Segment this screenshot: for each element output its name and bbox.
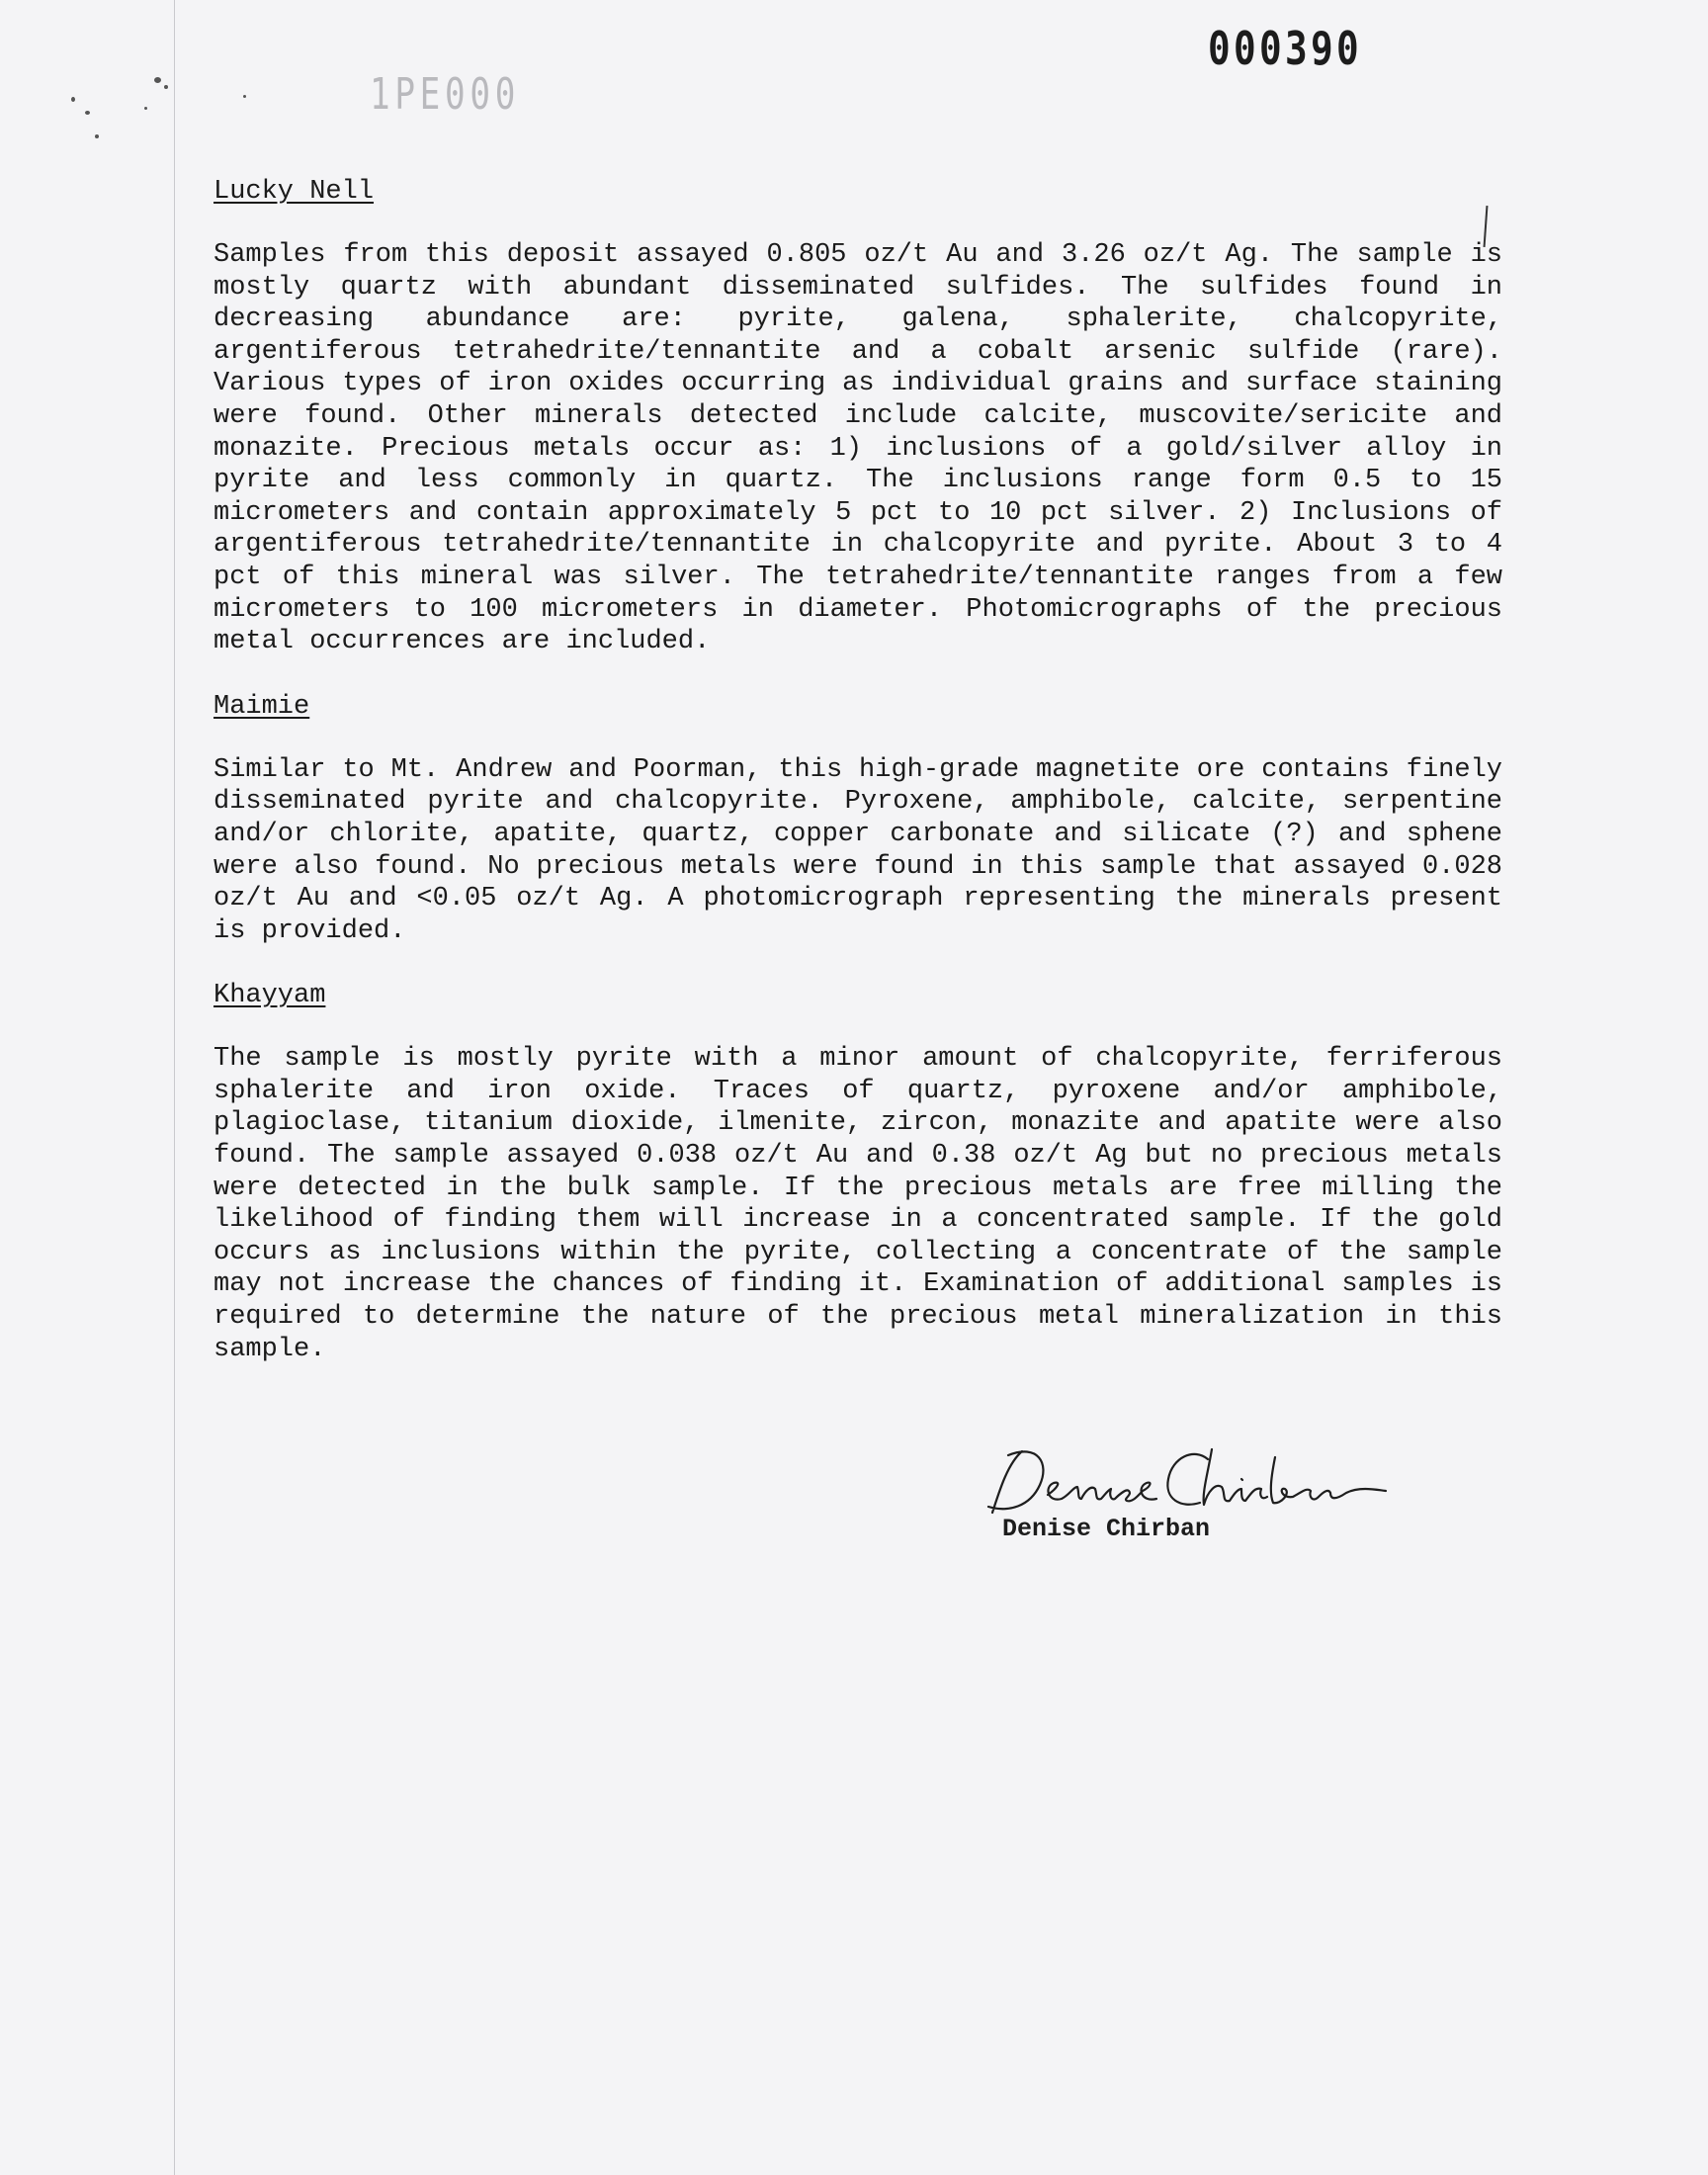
- scan-speck: [144, 107, 147, 110]
- document-body: [214, 176, 1502, 1398]
- section-heading-lucky-nell: Lucky Nell: [214, 177, 375, 207]
- scan-speck: [95, 134, 99, 138]
- handwritten-signature: [979, 1434, 1453, 1522]
- scan-speck: [164, 85, 168, 89]
- section-body-maimie: Similar to Mt. Andrew and Poorman, this high-grade magnetite ore contains finely disseminated pyrite and chalcopyrite. Pyroxene, amphibole, calcite, serpentine and/or chlorite, apatite, quartz, copper carbonate and silicate (?) and sphene were also found. No precious metals were found in this sample that assayed 0.028 oz/t Au and <0.05 oz/t Ag. A photomicrograph representing the minerals present is provided.: [214, 754, 1502, 946]
- faint-bleedthrough-number: 1PE000: [370, 69, 521, 120]
- section-body-lucky-nell: Samples from this deposit assayed 0.805 oz/t Au and 3.26 oz/t Ag. The sample is mostly quartz with abundant disseminated sulfides. The sulfides found in decreasing abundance are: pyrite, galena, sphalerite, chalcopyrite, argentiferous tetrahedrite/tennantite and a cobalt arsenic sulfide (rare). Various types of iron oxides occurring as individual grains and surface staining were found. Other minerals detected include calcite, muscovite/sericite and monazite. Precious metals occur as: 1) inclusions of a gold/silver alloy in pyrite and less commonly in quartz. The inclusions range form 0.5 to 15 micrometers and contain approximately 5 pct to 10 pct silver. 2) Inclusions of argentiferous tetrahedrite/tennantite in chalcopyrite and pyrite. About 3 to 4 pct of this mineral was silver. The tetrahedrite/tennantite ranges from a few micrometers to 100 micrometers in diameter. Photomicrographs of the precious metal occurrences are included.: [214, 240, 1502, 657]
- section-heading-khayyam: Khayyam: [214, 981, 326, 1011]
- scan-speck: [85, 111, 90, 115]
- signer-printed-name: Denise Chirban: [1002, 1515, 1211, 1543]
- section-heading-maimie: Maimie: [214, 691, 310, 722]
- scan-speck: [243, 95, 246, 98]
- signature-block: [979, 1434, 1453, 1562]
- scan-speck: [154, 77, 161, 83]
- section-body-khayyam: The sample is mostly pyrite with a minor amount of chalcopyrite, ferriferous sphalerite and iron oxide. Traces of quartz, pyroxene and/or amphibole, plagioclase, titanium dioxide, ilmenite, zircon, monazite and apatite were also found. The sample assayed 0.038 oz/t Au and 0.38 oz/t Ag but no precious metals were detected in the bulk sample. If the precious metals are free milling the likelihood of finding them will increase in a concentrated sample. If the gold occurs as inclusions within the pyrite, collecting a concentrate of the sample may not increase the chances of finding it. Examination of additional samples is required to determine the nature of the precious metal mineralization in this sample.: [214, 1044, 1502, 1364]
- paper-edge: [174, 0, 175, 2175]
- document-number-stamp: 000390: [1208, 22, 1362, 75]
- scan-speck: [71, 97, 75, 102]
